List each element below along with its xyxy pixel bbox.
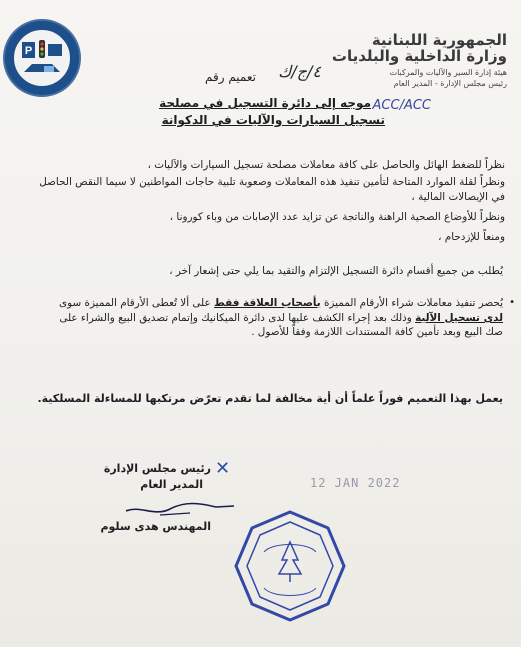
signatory-name: المهندس هدى سلوم xyxy=(100,520,211,533)
header-authority: هيئة إدارة السير والآليات والمركبات xyxy=(389,68,507,77)
bullet-bold-registration: لدى تسجيل الآلية xyxy=(415,311,503,324)
bullet-text-c: على ألا تُعطى الأرقام المميزة سوى xyxy=(59,297,211,309)
ministry-header xyxy=(307,32,507,89)
official-seal xyxy=(232,508,348,624)
addressee-line-2: تسجيل السيارات والآليات في الدكوانة xyxy=(161,113,385,127)
paragraph-health: ونظراً للأوضاع الصحية الراهنة والناتجة عن تزايد عدد الإصابات من وباء كورونا ، xyxy=(169,211,505,223)
closing-statement: يعمل بهذا التعميم فوراً علماً أن أية مخالفة لما تقدم تعرّض مرتكبها للمساءلة المسلكية. xyxy=(37,392,503,405)
request-line: يُطلب من جميع أقسام دائرة التسجيل الإلتزام والتقيد بما يلي حتى إشعار آخر ، xyxy=(169,265,503,277)
header-director: رئيس مجلس الإدارة - المدير العام xyxy=(393,79,507,88)
reference-number: ACC/ACC xyxy=(372,98,431,113)
date-stamp: 12 JAN 2022 xyxy=(310,476,401,490)
signature-title-director: المدير العام xyxy=(140,478,203,491)
bullet-text-a: يُحصر تنفيذ معاملات شراء الأرقام المميزة xyxy=(323,297,503,309)
addressee-line-1: موجه إلى دائرة التسجيل في مصلحة xyxy=(159,96,371,110)
header-ministry: وزارة الداخلية والبلديات xyxy=(331,47,507,65)
paragraph-pressure: نظراً للضغط الهائل والحاصل على كافة معاملات مصلحة تسجيل السيارات والآليات ، xyxy=(147,159,505,171)
signature-title-chairman: رئيس مجلس الإدارة xyxy=(103,462,211,475)
traffic-authority-logo xyxy=(2,14,82,102)
circular-number: ٤/ج/ك xyxy=(278,62,321,81)
paragraph-crowding: ومنعاً للإزدحام ، xyxy=(438,231,505,243)
svg-text:P: P xyxy=(24,45,33,57)
circular-label: تعميم رقم xyxy=(204,70,256,84)
bullet-item xyxy=(43,296,515,340)
bullet-dot: • xyxy=(509,297,515,308)
bullet-bold-owners: بأصحاب العلاقة فقط xyxy=(214,297,321,309)
x-mark-icon: ✕ xyxy=(215,458,231,479)
paragraph-resources: ونظراً لقلة الموارد المتاحة لتأمين تنفيذ هذه المعاملات وصعوبة تلبية حاجات المواطنين لا سيما النقص الحاصل في الإيصالات المالية ، xyxy=(39,176,505,203)
bullet-text-e: وذلك بعد إجراء الكشف عليها لدى دائرة الميكانيك وإتمام تصديق البيع والشراء على صك البيع وبعد تأمين كافة المستندات اللازمة وفقاً للأصول . xyxy=(59,311,503,338)
header-republic: الجمهورية اللبنانية xyxy=(371,31,507,49)
